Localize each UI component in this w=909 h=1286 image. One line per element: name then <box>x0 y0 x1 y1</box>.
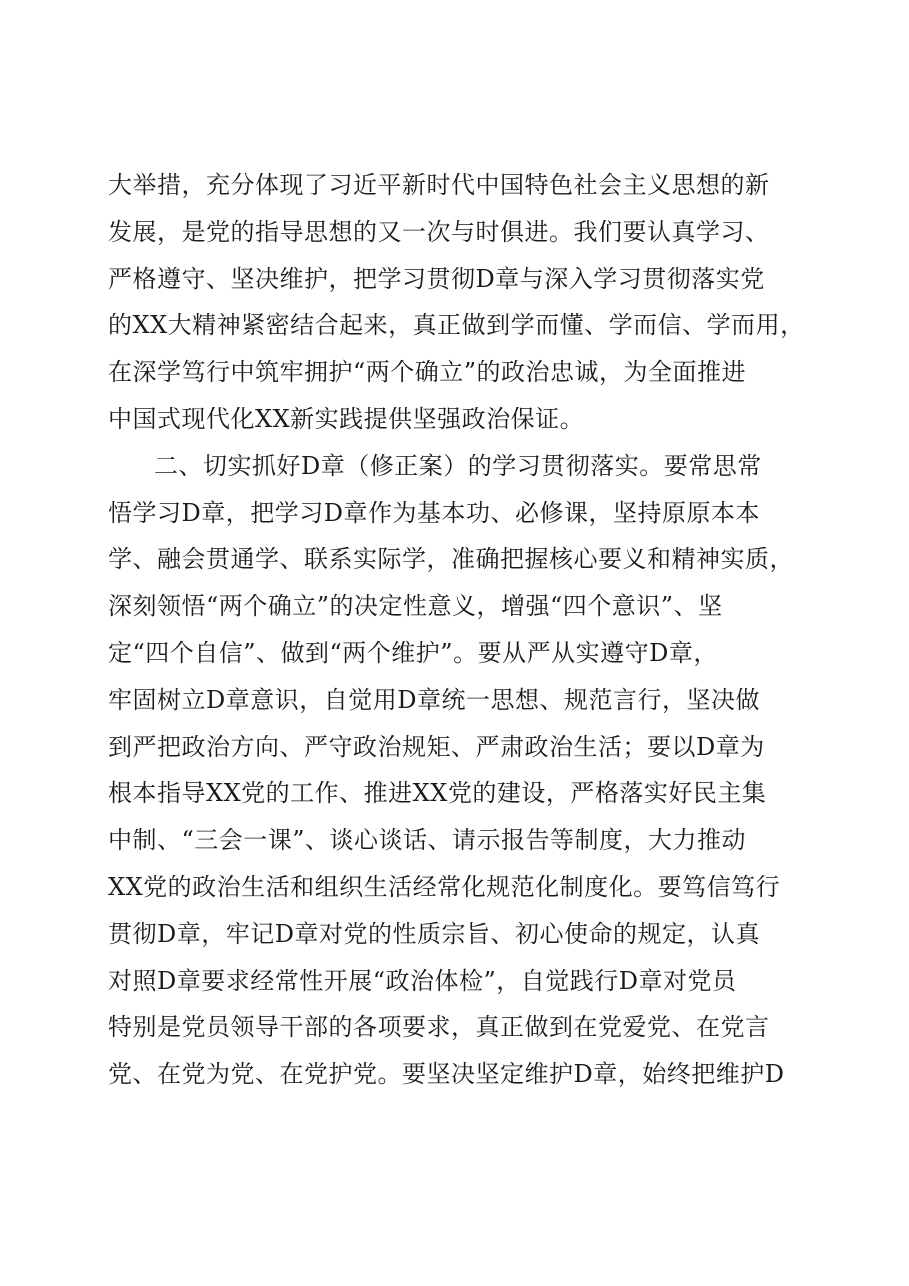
text-line: 大举措，充分体现了习近平新时代中国特色社会主义思想的新 <box>108 171 770 199</box>
text-line: 根本指导XX党的工作、推进XX党的建设，严格落实好民主集 <box>108 779 767 808</box>
text-line: 悟学习D章，把学习D章作为基本功、必修课，坚持原原本本 <box>108 498 760 527</box>
text-line: 党、在党为党、在党护党。要坚决坚定维护D章，始终把维护D <box>108 1060 785 1089</box>
text-line: 定“四个自信”、做到“两个维护”。要从严从实遵守D章， <box>108 638 718 667</box>
text-line: 严格遵守、坚决维护，把学习贯彻D章与深入学习贯彻落实党 <box>108 264 765 293</box>
text-line: XX党的政治生活和组织生活经常化规范化制度化。要笃信笃行 <box>108 872 781 901</box>
text-line: 特别是党员领导干部的各项要求，真正做到在党爱党、在党言 <box>108 1013 770 1042</box>
text-line: 学、融会贯通学、联系实际学，准确把握核心要义和精神实质， <box>108 545 794 574</box>
text-line: 中制、“三会一课”、谈心谈话、请示报告等制度，大力推动 <box>108 826 747 855</box>
text-line: 中国式现代化XX新实践提供坚强政治保证。 <box>108 404 585 433</box>
text-line: 发展，是党的指导思想的又一次与时俱进。我们要认真学习、 <box>108 217 770 246</box>
text-line: 对照D章要求经常性开展“政治体检”，自觉践行D章对党员 <box>108 966 737 995</box>
text-line: 在深学笃行中筑牢拥护“两个确立”的政治忠诚，为全面推进 <box>108 358 747 387</box>
body-text <box>108 162 808 1098</box>
section-heading-line: 二、切实抓好D章（修正案）的学习贯彻落实。要常思常 <box>154 451 762 480</box>
text-line: 贯彻D章，牢记D章对党的性质宗旨、初心使命的规定，认真 <box>108 919 760 948</box>
text-line: 的XX大精神紧密结合起来，真正做到学而懂、学而信、学而用， <box>108 311 805 340</box>
text-line: 到严把政治方向、严守政治规矩、严肃政治生活；要以D章为 <box>108 732 765 761</box>
text-line: 深刻领悟“两个确立”的决定性意义，增强“四个意识”、坚 <box>108 592 723 621</box>
text-line: 牢固树立D章意识，自觉用D章统一思想、规范言行，坚决做 <box>108 685 760 714</box>
